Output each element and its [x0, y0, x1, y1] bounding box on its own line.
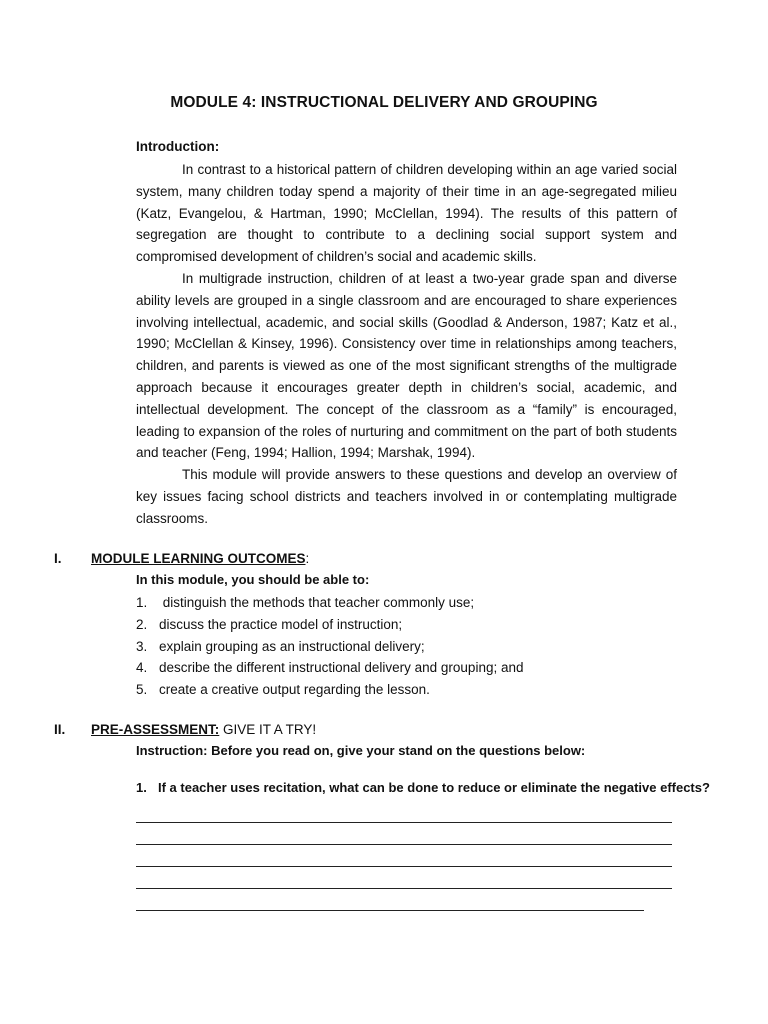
question-number: 1. [136, 780, 147, 795]
list-item: 1. distinguish the methods that teacher commonly use; [136, 595, 475, 610]
pre-assessment-instruction: Instruction: Before you read on, give your stand on the questions below: [136, 743, 586, 758]
section-1-title: MODULE LEARNING OUTCOMES [91, 551, 306, 566]
outcomes-lead: In this module, you should be able to: [136, 572, 370, 587]
answer-line[interactable] [136, 822, 672, 823]
section-2-number: II. [54, 722, 66, 737]
outcomes-list [136, 592, 523, 701]
section-2-title: PRE-ASSESSMENT: [91, 722, 220, 737]
section-1-number: I. [54, 551, 62, 566]
section-1-heading [91, 551, 309, 566]
answer-line[interactable] [136, 866, 672, 867]
page-title: MODULE 4: INSTRUCTIONAL DELIVERY AND GROUPING [170, 94, 598, 111]
answer-line[interactable] [136, 844, 672, 845]
answer-lines[interactable] [136, 822, 672, 932]
introduction-heading: Introduction: [136, 139, 220, 154]
question-1 [136, 780, 710, 795]
intro-paragraph-1: In contrast to a historical pattern of children developing within an age varied social system, many children today spend a majority of their time in an age-segregated milieu (Katz, Evangelou, & Hartman, 1990; McClellan, 1994). The results of this pattern of segregation are thought to contribute to a declining social support system and compromised development of children’s social and academic skills. [136, 162, 677, 265]
answer-line[interactable] [136, 888, 672, 889]
question-text: If a teacher uses recitation, what can be done to reduce or eliminate the negative effects? [158, 780, 710, 795]
list-item: 3. explain grouping as an instructional delivery; [136, 638, 425, 654]
intro-paragraph-2: In multigrade instruction, children of at least a two-year grade span and diverse ability levels are grouped in a single classroom and are encouraged to share experiences involving intellectual, academic, and social skills (Goodlad & Anderson, 1987; Katz et al., 1990; McClellan & Kinsey, 1996). Consistency over time in relationships among teachers, children, and parents is viewed as one of the most significant strengths of the multigrade approach because it encourages greater depth in children’s social, academic, and intellectual development. The concept of the classroom as a “family” is encouraged, leading to expansion of the roles of nurturing and commitment on the part of both students and teacher (Feng, 1994; Hallion, 1994; Marshak, 1994). [136, 271, 677, 461]
section-1-title-suffix: : [305, 551, 310, 566]
list-item: 2. discuss the practice model of instruction; [136, 616, 403, 632]
intro-paragraph-3: This module will provide answers to these questions and develop an overview of key issues facing school districts and teachers involved in or contemplating multigrade classrooms. [136, 467, 677, 526]
answer-line[interactable] [136, 910, 644, 911]
section-2-title-suffix: GIVE IT A TRY! [219, 722, 317, 737]
section-2-heading [91, 722, 316, 737]
list-item: 5. create a creative output regarding the lesson. [136, 682, 430, 698]
list-item: 4. describe the different instructional delivery and grouping; and [136, 660, 524, 676]
